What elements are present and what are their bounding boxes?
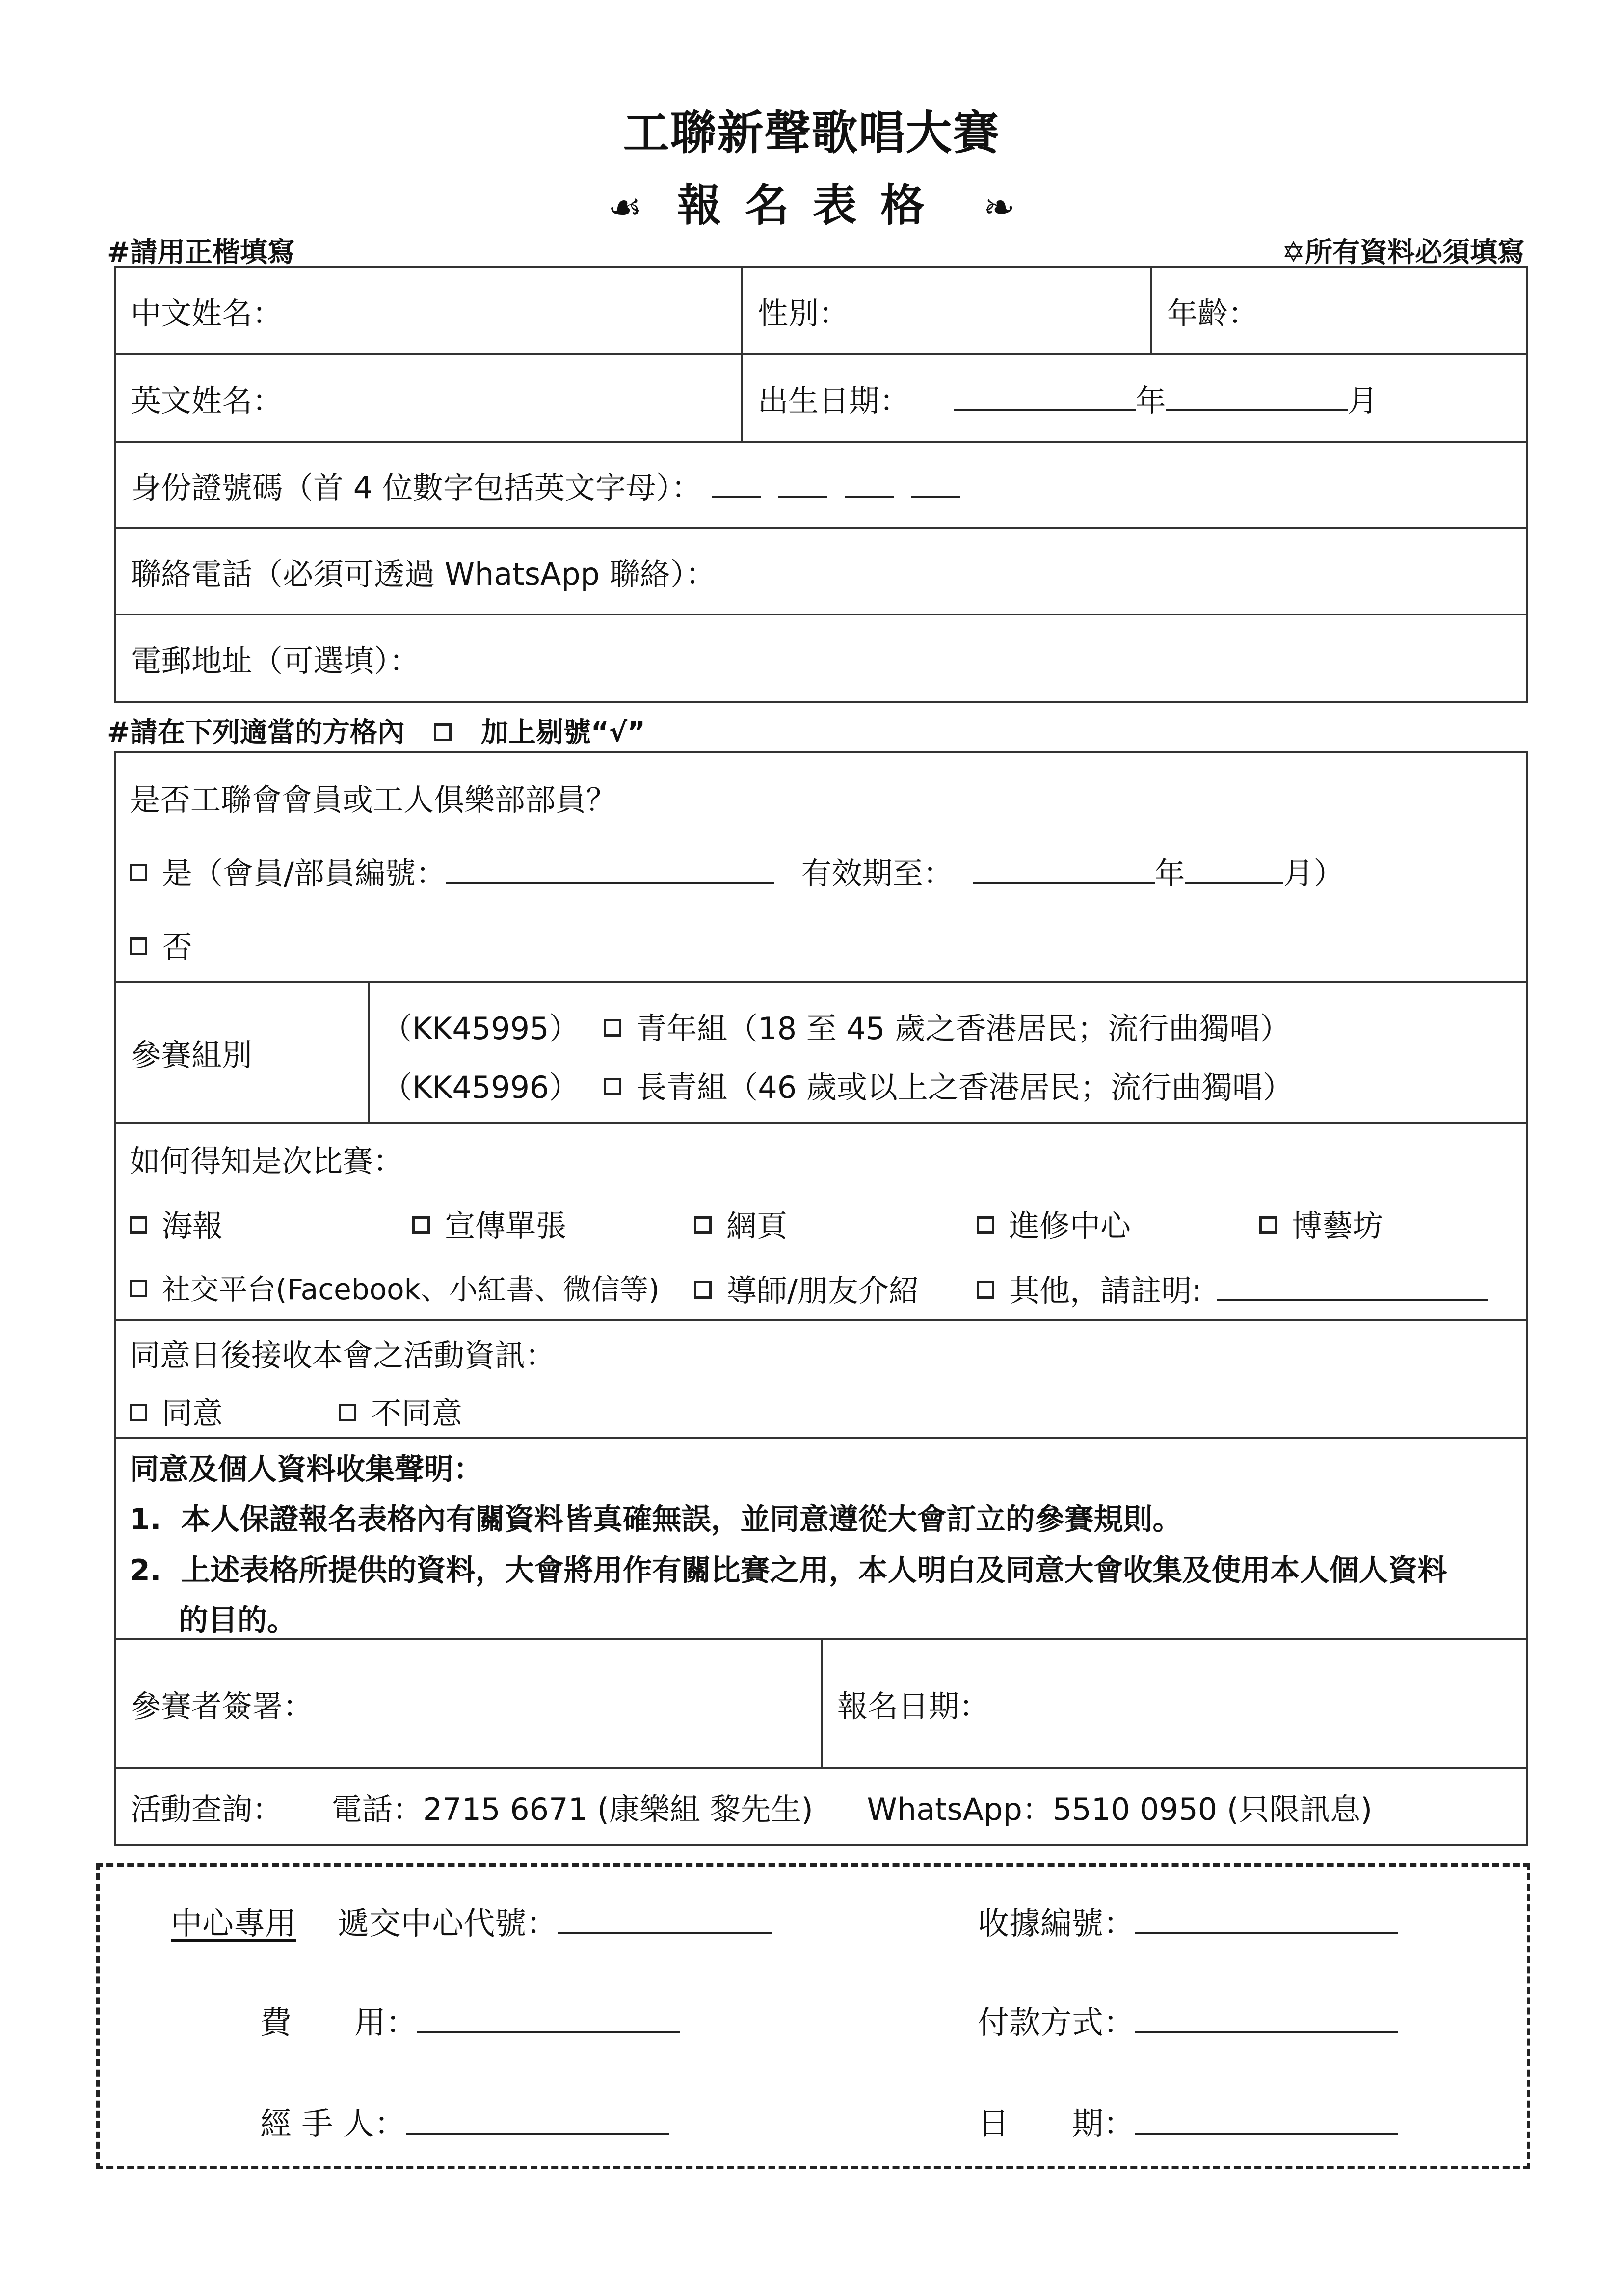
dob-year-line[interactable] bbox=[954, 386, 1136, 411]
gallery-checkbox[interactable] bbox=[1259, 1216, 1277, 1234]
source-option-other: 其他，請註明: bbox=[977, 1266, 1488, 1310]
consent-agree-option: 同意 bbox=[130, 1389, 223, 1433]
office-centre-label: 中心專用 遞交中心代號： bbox=[171, 1898, 772, 1944]
office-receipt-label: 收據編號： bbox=[978, 1898, 1398, 1944]
form-subtitle bbox=[0, 169, 1623, 233]
tick-instruction: #請在下列適當的方格內 加上剔號“√” bbox=[107, 717, 645, 748]
office-payment-label: 付款方式： bbox=[978, 1998, 1398, 2043]
flyer-checkbox[interactable] bbox=[412, 1216, 430, 1234]
apply-date-field[interactable]: 報名日期： bbox=[822, 1639, 1527, 1768]
agree-checkbox[interactable] bbox=[130, 1404, 147, 1421]
centre-checkbox[interactable] bbox=[977, 1216, 994, 1234]
office-handler-label: 經 手 人： bbox=[260, 2099, 669, 2144]
social-checkbox[interactable] bbox=[130, 1280, 147, 1297]
valid-month-line[interactable] bbox=[1185, 858, 1283, 884]
signature-table bbox=[114, 1638, 1528, 1846]
consent-disagree-option: 不同意 bbox=[339, 1389, 462, 1433]
mentor-checkbox[interactable] bbox=[694, 1281, 712, 1299]
source-option-web: 網頁 bbox=[694, 1201, 787, 1245]
age-field[interactable]: 年齡： bbox=[1151, 267, 1527, 354]
disagree-checkbox[interactable] bbox=[339, 1404, 356, 1421]
declaration-item-2: 2. 上述表格所提供的資料，大會將用作有關比賽之用，本人明白及同意大會收集及使用本人個人資料 bbox=[130, 1553, 1447, 1588]
ornament-left-icon: ☙ bbox=[608, 186, 642, 230]
source-question: 如何得知是次比賽： bbox=[130, 1143, 404, 1179]
office-date-label: 日 期： bbox=[978, 2099, 1398, 2144]
cn-name-field[interactable]: 中文姓名： bbox=[115, 267, 742, 354]
checkbox-sample-icon bbox=[434, 723, 452, 741]
source-option-mentor: 導師/朋友介紹 bbox=[694, 1266, 919, 1310]
dob-field[interactable]: 出生日期： 年 月 bbox=[742, 354, 1527, 442]
category-youth-checkbox[interactable] bbox=[604, 1019, 621, 1037]
source-option-poster: 海報 bbox=[130, 1201, 223, 1245]
payment-line[interactable] bbox=[1135, 2004, 1398, 2033]
valid-year-line[interactable] bbox=[973, 858, 1155, 884]
enquiry-whatsapp: WhatsApp：5510 0950 (只限訊息) bbox=[867, 1791, 1373, 1827]
note-all-required: ✡所有資料必須填寫 bbox=[1282, 237, 1525, 268]
membership-yes-row: 是（會員/部員編號： 有效期至： 年 月） bbox=[130, 849, 1344, 893]
handler-line[interactable] bbox=[406, 2105, 669, 2135]
id-digit-line[interactable] bbox=[911, 473, 960, 498]
id-digit-line[interactable] bbox=[845, 473, 894, 498]
phone-field[interactable]: 聯絡電話（必須可透過 WhatsApp 聯絡）： bbox=[115, 528, 1527, 614]
member-no-checkbox[interactable] bbox=[130, 937, 147, 955]
id-digit-line[interactable] bbox=[778, 473, 827, 498]
source-option-centre: 進修中心 bbox=[977, 1201, 1131, 1245]
member-number-line[interactable] bbox=[446, 858, 774, 884]
poster-checkbox[interactable] bbox=[130, 1216, 147, 1234]
personal-info-table bbox=[114, 266, 1528, 703]
submit-code-line[interactable] bbox=[558, 1905, 772, 1934]
receipt-no-line[interactable] bbox=[1135, 1905, 1398, 1934]
dob-month-line[interactable] bbox=[1166, 386, 1348, 411]
category-label-cell: 參賽組別 bbox=[115, 982, 369, 1123]
source-option-gallery: 博藝坊 bbox=[1259, 1201, 1383, 1245]
category-option-senior: （KK45996） 長青組（46 歲或以上之香港居民；流行曲獨唱） bbox=[382, 1069, 1293, 1105]
form-title: 工聯新聲歌唱大賽 bbox=[623, 107, 1000, 160]
fee-line[interactable] bbox=[417, 2004, 680, 2033]
subtitle-text: 報名表格 bbox=[677, 180, 948, 231]
signature-field[interactable]: 參賽者簽署： bbox=[115, 1639, 822, 1768]
id-digit-line[interactable] bbox=[712, 473, 761, 498]
enquiry-phone: 電話：2715 6671 (康樂組 黎先生) bbox=[331, 1791, 813, 1827]
enquiry-row: 活動查詢： 電話：2715 6671 (康樂組 黎先生) WhatsApp：5510 0950 (只限訊息) bbox=[115, 1768, 1527, 1845]
email-field[interactable]: 電郵地址（可選填）： bbox=[115, 614, 1527, 702]
declaration-item-1: 1. 本人保證報名表格內有關資料皆真確無誤，並同意遵從大會訂立的參賽規則。 bbox=[130, 1502, 1182, 1537]
membership-question: 是否工聯會會員或工人俱樂部部員？ bbox=[130, 782, 617, 818]
declaration-title: 同意及個人資料收集聲明： bbox=[130, 1452, 483, 1487]
en-name-field[interactable]: 英文姓名： bbox=[115, 354, 742, 442]
ornament-right-icon: ❧ bbox=[983, 186, 1015, 230]
member-yes-checkbox[interactable] bbox=[130, 864, 147, 881]
office-date-line[interactable] bbox=[1135, 2105, 1398, 2135]
declaration-item-2-cont: 的目的。 bbox=[179, 1603, 296, 1638]
consent-question: 同意日後接收本會之活動資訊： bbox=[130, 1337, 556, 1373]
source-option-flyer: 宣傳單張 bbox=[412, 1201, 566, 1245]
category-senior-checkbox[interactable] bbox=[604, 1078, 621, 1095]
other-checkbox[interactable] bbox=[977, 1281, 994, 1299]
source-option-social: 社交平台(Facebook、小紅書、微信等) bbox=[130, 1266, 660, 1308]
membership-no-row: 否 bbox=[130, 923, 192, 966]
id-number-field[interactable]: 身份證號碼（首 4 位數字包括英文字母）： bbox=[115, 442, 1527, 528]
note-print-clearly: #請用正楷填寫 bbox=[107, 237, 295, 268]
office-fee-label: 費 用： bbox=[260, 1998, 680, 2043]
gender-field[interactable]: 性別： bbox=[742, 267, 1151, 354]
other-specify-line[interactable] bbox=[1217, 1276, 1488, 1301]
category-option-youth: （KK45995） 青年組（18 至 45 歲之香港居民；流行曲獨唱） bbox=[382, 1011, 1291, 1046]
web-checkbox[interactable] bbox=[694, 1216, 712, 1234]
